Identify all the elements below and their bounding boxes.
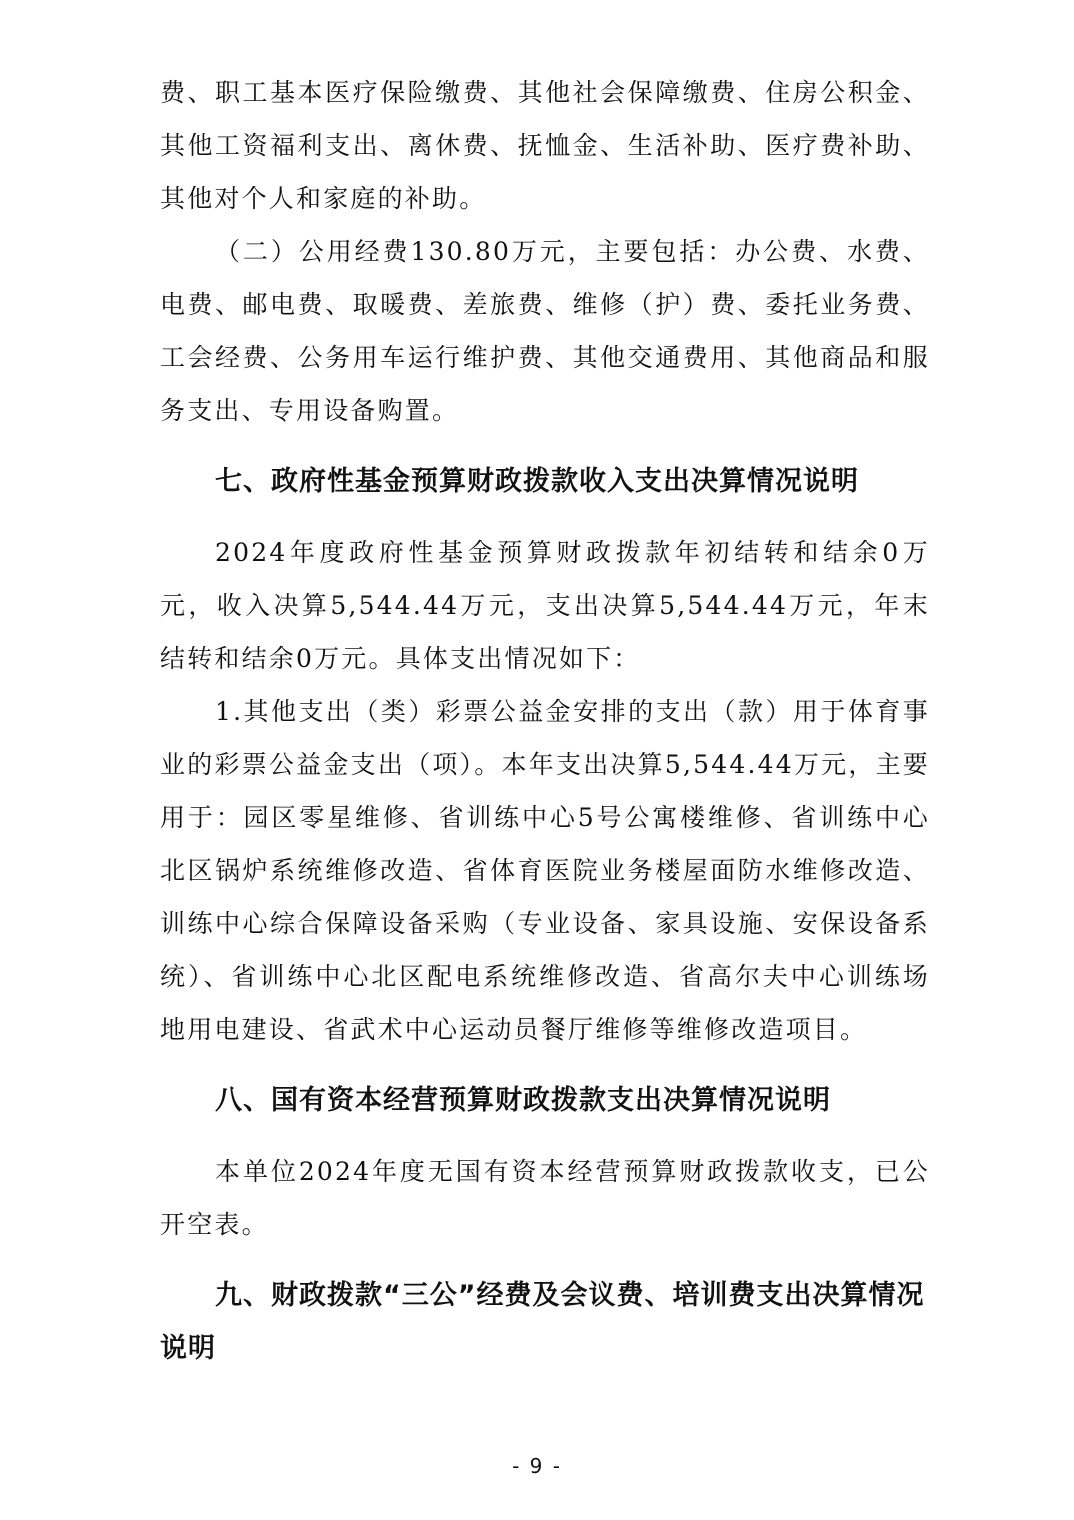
paragraph-lottery-fund-expenditure: 1.其他支出（类）彩票公益金安排的支出（款）用于体育事业的彩票公益金支出（项）。本年支出决算5,544.44万元，主要用于：园区零星维修、省训练中心5号公寓楼维修、省训练中心北区锅炉系统维修改造、省体育医院业务楼屋面防水维修改造、训练中心综合保障设备采购（专业设备、家具设施、安保设备系统）、省训练中心北区配电系统维修改造、省高尔夫中心训练场地用电建设、省武术中心运动员餐厅维修等维修改造项目。 — [160, 697, 930, 1044]
paragraph-personnel-expenses-continued: 费、职工基本医疗保险缴费、其他社会保障缴费、住房公积金、其他工资福利支出、离休费、抚恤金、生活补助、医疗费补助、其他对个人和家庭的补助。 — [160, 78, 930, 213]
heading-section-9: 九、财政拨款“三公”经费及会议费、培训费支出决算情况说明 — [160, 1280, 925, 1364]
paragraph-state-capital-budget: 本单位2024年度无国有资本经营预算财政拨款收支，已公开空表。 — [160, 1157, 930, 1239]
paragraph-fund-budget-summary: 2024年度政府性基金预算财政拨款年初结转和结余0万元，收入决算5,544.44万元，支出决算5,544.44万元，年末结转和结余0万元。具体支出情况如下： — [160, 538, 930, 673]
page-number: - 9 - — [512, 1454, 562, 1478]
page-content — [160, 66, 930, 1375]
paragraph-public-expenses: （二）公用经费130.80万元，主要包括：办公费、水费、电费、邮电费、取暖费、差旅费、维修（护）费、委托业务费、工会经费、公务用车运行维护费、其他交通费用、其他商品和服务支出、专用设备购置。 — [160, 237, 930, 425]
heading-section-7: 七、政府性基金预算财政拨款收入支出决算情况说明 — [215, 466, 859, 497]
heading-section-8: 八、国有资本经营预算财政拨款支出决算情况说明 — [215, 1085, 831, 1116]
